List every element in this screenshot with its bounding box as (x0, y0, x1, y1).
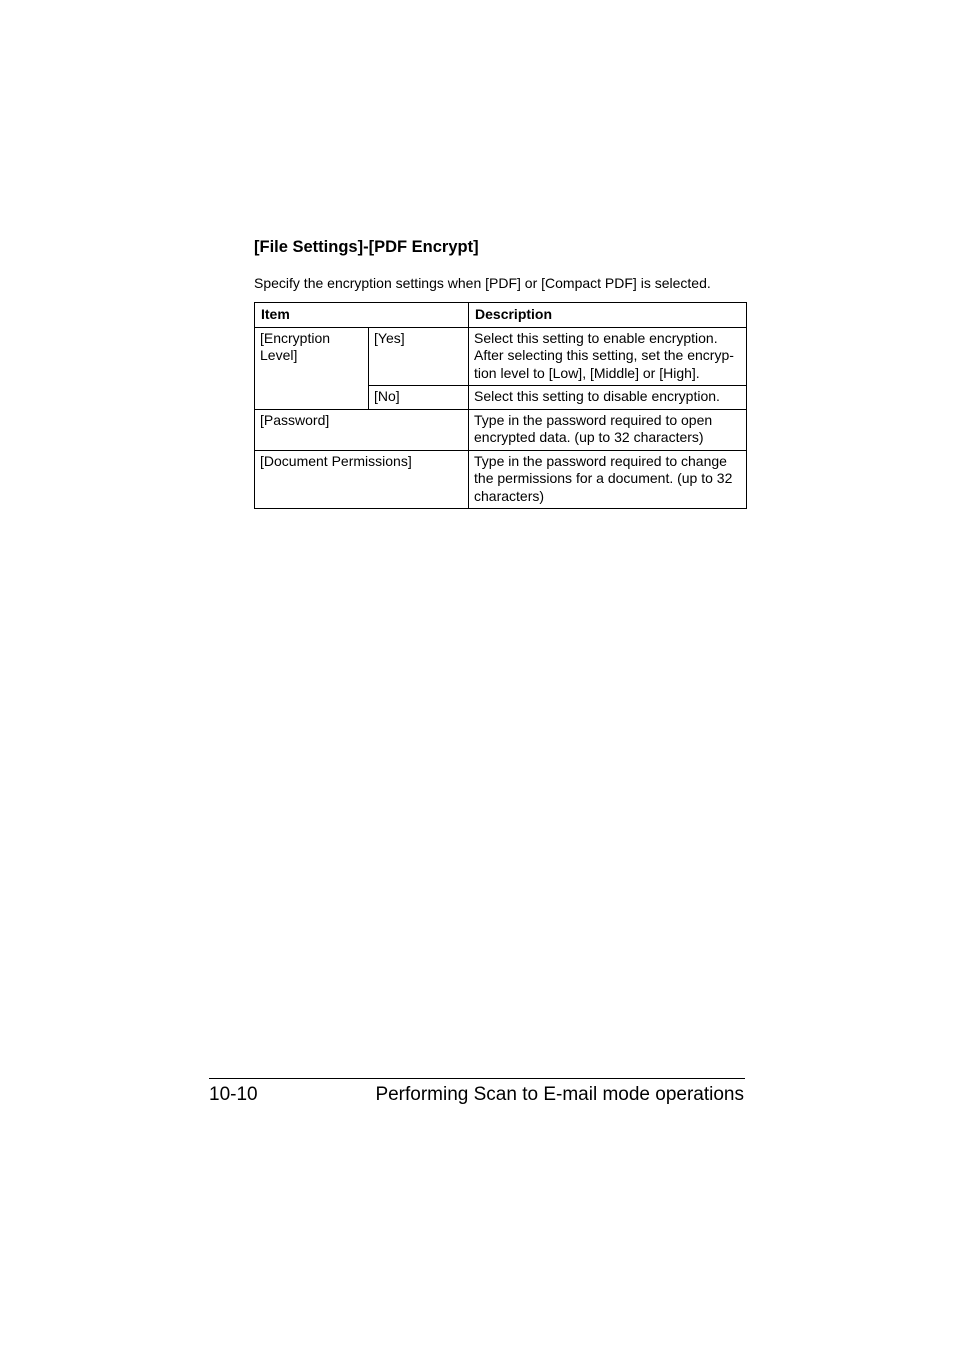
footer-divider (209, 1078, 745, 1079)
footer-page-number: 10-10 (209, 1084, 258, 1105)
section-title: [File Settings]-[PDF Encrypt] (254, 238, 479, 256)
item-password: [Password] (255, 409, 469, 450)
pdf-encrypt-settings-table (254, 302, 747, 509)
header-description: Description (469, 303, 747, 328)
option-yes: [Yes] (369, 327, 469, 386)
header-item: Item (255, 303, 469, 328)
table-row (255, 327, 747, 386)
description-yes: Select this setting to enable encryption. After selecting this setting, set the encryp-tion level to [Low], [Middle] or [High]. (469, 327, 747, 386)
footer-chapter-title: Performing Scan to E-mail mode operations (375, 1084, 744, 1105)
table-row (255, 409, 747, 450)
option-no: [No] (369, 386, 469, 410)
description-no: Select this setting to disable encryption. (469, 386, 747, 410)
description-password: Type in the password required to open encrypted data. (up to 32 characters) (469, 409, 747, 450)
description-document-permissions: Type in the password required to change the permissions for a document. (up to 32 characters) (469, 450, 747, 509)
intro-text: Specify the encryption settings when [PDF] or [Compact PDF] is selected. (254, 275, 711, 291)
item-document-permissions: [Document Permissions] (255, 450, 469, 509)
item-encryption-level: [Encryption Level] (255, 327, 369, 409)
table-header-row (255, 303, 747, 328)
table-row (255, 450, 747, 509)
